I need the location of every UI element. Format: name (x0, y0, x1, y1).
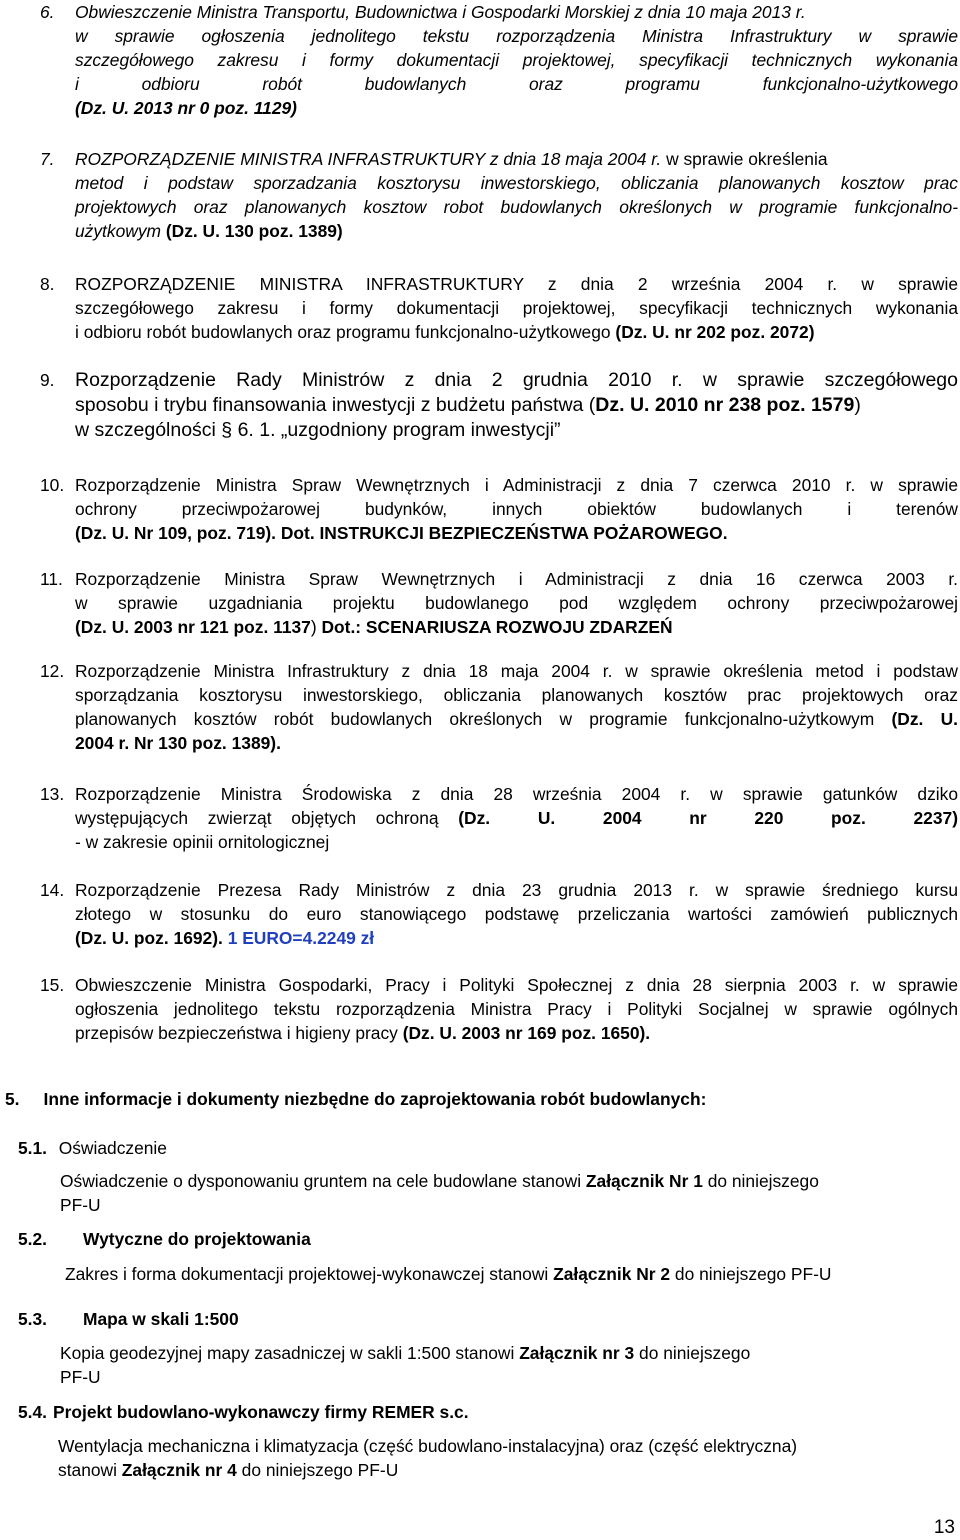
legal-reference: (Dz. U. 130 poz. 1389) (165, 221, 343, 241)
subsection-text: do niniejszego (634, 1343, 751, 1363)
item-text-line: szczegółowego zakresu i formy dokumentacji projektowej, specyfikacji technicznych wykonania (75, 298, 958, 318)
item-text: i odbioru robót budowlanych oraz programu funkcjonalno-użytkowego (75, 322, 616, 342)
attachment-reference: Załącznik nr 4 (121, 1460, 237, 1480)
item-number: 13. (40, 784, 65, 804)
item-text: ) (854, 394, 861, 416)
subsection-text: Wentylacja mechaniczna i klimatyzacja (część budowlano-instalacyjna) oraz (część elektryczna) (58, 1436, 798, 1456)
subsection-text: do niniejszego (702, 1171, 819, 1191)
attachment-reference: Załącznik Nr 2 (553, 1264, 671, 1284)
item-number: 15. (40, 975, 65, 995)
item-text-line: Rozporządzenie Ministra Środowiska z dnia 28 września 2004 r. w sprawie gatunków dziko (75, 784, 958, 804)
subsection-heading-5-2 (18, 1227, 311, 1251)
item-title: ROZPORZĄDZENIE MINISTRA INFRASTRUKTURY z dnia 2 września 2004 r. (75, 274, 838, 294)
item-text: w sprawie (837, 274, 958, 294)
page-number: 13 (933, 1517, 955, 1538)
item-text-line: Rozporządzenie Prezesa Rady Ministrów z dnia 23 grudnia 2013 r. w sprawie średniego kursu (75, 880, 958, 900)
exchange-rate: 1 EURO=4.2249 zł (227, 928, 375, 948)
item-text-line: w szczególności § 6. 1. „uzgodniony program inwestycji” (75, 419, 561, 441)
item-text-line: i odbioru robót budowlanych oraz programu funkcjonalno-użytkowego (75, 74, 958, 94)
subsection-text: PF-U (60, 1367, 101, 1387)
subsection-text: Oświadczenie o dysponowaniu gruntem na cele budowlane stanowi (60, 1171, 586, 1191)
legal-reference: (Dz. U. poz. 1692). (75, 928, 228, 948)
item-text-line: Obwieszczenie Ministra Transportu, Budownictwa i Gospodarki Morskiej z dnia 10 maja 2013 r. (75, 2, 806, 22)
subsection-title: Wytyczne do projektowania (83, 1229, 311, 1249)
subsection-heading-5-4 (18, 1400, 469, 1424)
attachment-reference: Załącznik nr 3 (519, 1343, 635, 1363)
legal-reference: (Dz. U. (891, 709, 958, 729)
legal-reference: Dz. U. 2010 nr 238 poz. 1579 (595, 394, 855, 416)
subsection-title: Mapa w skali 1:500 (83, 1309, 239, 1329)
section-heading (5, 1087, 706, 1111)
item-text-line: Rozporządzenie Ministra Spraw Wewnętrznych i Administracji z dnia 16 czerwca 2003 r. (75, 569, 958, 589)
subsection-heading-5-1 (18, 1136, 167, 1160)
item-number: 10. (40, 475, 65, 495)
subsection-text-5-1 (60, 1169, 819, 1217)
legal-reference: 2004 r. Nr 130 poz. 1389). (75, 733, 281, 753)
subsection-number: 5.1. (18, 1138, 48, 1158)
item-text-line: - w zakresie opinii ornitologicznej (75, 832, 330, 852)
item-text-line: Rozporządzenie Ministra Spraw Wewnętrznych i Administracji z dnia 7 czerwca 2010 r. w sprawie (75, 475, 958, 495)
legal-reference: (Dz. U. 2003 nr 121 poz. 1137 (75, 617, 311, 637)
subsection-title: Oświadczenie (58, 1138, 167, 1158)
legal-reference: (Dz. U. 2004 nr 220 poz. 2237) (458, 808, 958, 828)
item-number: 12. (40, 661, 65, 681)
item-number: 7. (40, 149, 55, 169)
subsection-heading-5-3 (18, 1307, 239, 1331)
subsection-text: do niniejszego PF-U (670, 1264, 832, 1284)
subsection-text-5-2 (65, 1262, 832, 1286)
item-text-line: metod i podstaw sporzadzania kosztorysu inwestorskiego, obliczania planowanych kosztow prac (75, 173, 958, 193)
item-subject: Dot.: SCENARIUSZA ROZWOJU ZDARZEŃ (321, 617, 673, 637)
item-text-line: w sprawie ogłoszenia jednolitego tekstu rozporządzenia Ministra Infrastruktury w sprawie (75, 26, 958, 46)
item-text-line: Obwieszczenie Ministra Gospodarki, Pracy i Polityki Społecznej z dnia 28 sierpnia 2003 r. w sprawie (75, 975, 958, 995)
section-number: 5. (5, 1089, 20, 1109)
item-text: planowanych kosztów robót budowlanych określonych w programie funkcjonalno-użytkowym (75, 709, 892, 729)
item-text-line: ogłoszenia jednolitego tekstu rozporządzenia Ministra Pracy i Polityki Socjalnej w sprawie ogólnych (75, 999, 958, 1019)
item-text: użytkowym (75, 221, 166, 241)
item-text: w sprawie określenia (661, 149, 828, 169)
legal-reference: (Dz. U. 2013 nr 0 poz. 1129) (75, 98, 297, 118)
item-number: 9. (40, 370, 55, 390)
item-text-line: ochrony przeciwpożarowej budynków, innych obiektów budowlanych i terenów (75, 499, 958, 519)
subsection-text-5-4 (58, 1434, 797, 1482)
item-text: przepisów bezpieczeństwa i higieny pracy (75, 1023, 403, 1043)
item-number: 8. (40, 274, 55, 294)
legal-reference: (Dz. U. 2003 nr 169 poz. 1650). (402, 1023, 651, 1043)
attachment-reference: Załącznik Nr 1 (585, 1171, 703, 1191)
legal-reference: (Dz. U. Nr 109, poz. 719). Dot. INSTRUKCJI BEZPIECZEŃSTWA POŻAROWEGO. (75, 523, 728, 543)
item-text: ) (310, 617, 322, 637)
item-number: 11. (40, 569, 63, 589)
subsection-text: Zakres i forma dokumentacji projektowej-wykonawczej stanowi (65, 1264, 554, 1284)
item-text-line: projektowych oraz planowanych kosztow robot budowlanych określonych w programie funkcjonalno- (75, 197, 958, 217)
item-number: 6. (40, 2, 55, 22)
legal-reference: (Dz. U. nr 202 poz. 2072) (615, 322, 815, 342)
subsection-text: Kopia geodezyjnej mapy zasadniczej w sakli 1:500 stanowi (60, 1343, 520, 1363)
item-text-line: złotego w stosunku do euro stanowiącego podstawę przeliczania wartości zamówień publicznych (75, 904, 958, 924)
item-text-line: szczegółowego zakresu i formy dokumentacji projektowej, specyfikacji technicznych wykonania (75, 50, 958, 70)
subsection-title: Projekt budowlano-wykonawczy firmy REMER s.c. (53, 1402, 469, 1422)
subsection-text: PF-U (60, 1195, 101, 1215)
item-title: ROZPORZĄDZENIE MINISTRA INFRASTRUKTURY z dnia 18 maja 2004 r. (75, 149, 662, 169)
subsection-number: 5.4. (18, 1402, 48, 1422)
item-text: sposobu i trybu finansowania inwestycji z budżetu państwa ( (75, 394, 596, 416)
item-number: 14. (40, 880, 65, 900)
item-text-line: Rozporządzenie Ministra Infrastruktury z dnia 18 maja 2004 r. w sprawie określenia metod i podstaw (75, 661, 958, 681)
item-text-line: sporządzania kosztorysu inwestorskiego, obliczania planowanych kosztów prac projektowych oraz (75, 685, 958, 705)
section-title: Inne informacje i dokumenty niezbędne do zaprojektowania robót budowlanych: (43, 1089, 707, 1109)
subsection-number: 5.3. (18, 1309, 48, 1329)
item-text: występujących zwierząt objętych ochroną (75, 808, 459, 828)
item-text-line: w sprawie uzgadniania projektu budowlanego pod względem ochrony przeciwpożarowej (75, 593, 958, 613)
item-text-line: Rozporządzenie Rady Ministrów z dnia 2 grudnia 2010 r. w sprawie szczegółowego (75, 369, 958, 391)
subsection-number: 5.2. (18, 1229, 48, 1249)
subsection-text: stanowi (58, 1460, 122, 1480)
subsection-text: do niniejszego PF-U (236, 1460, 399, 1480)
subsection-text-5-3 (60, 1341, 750, 1389)
